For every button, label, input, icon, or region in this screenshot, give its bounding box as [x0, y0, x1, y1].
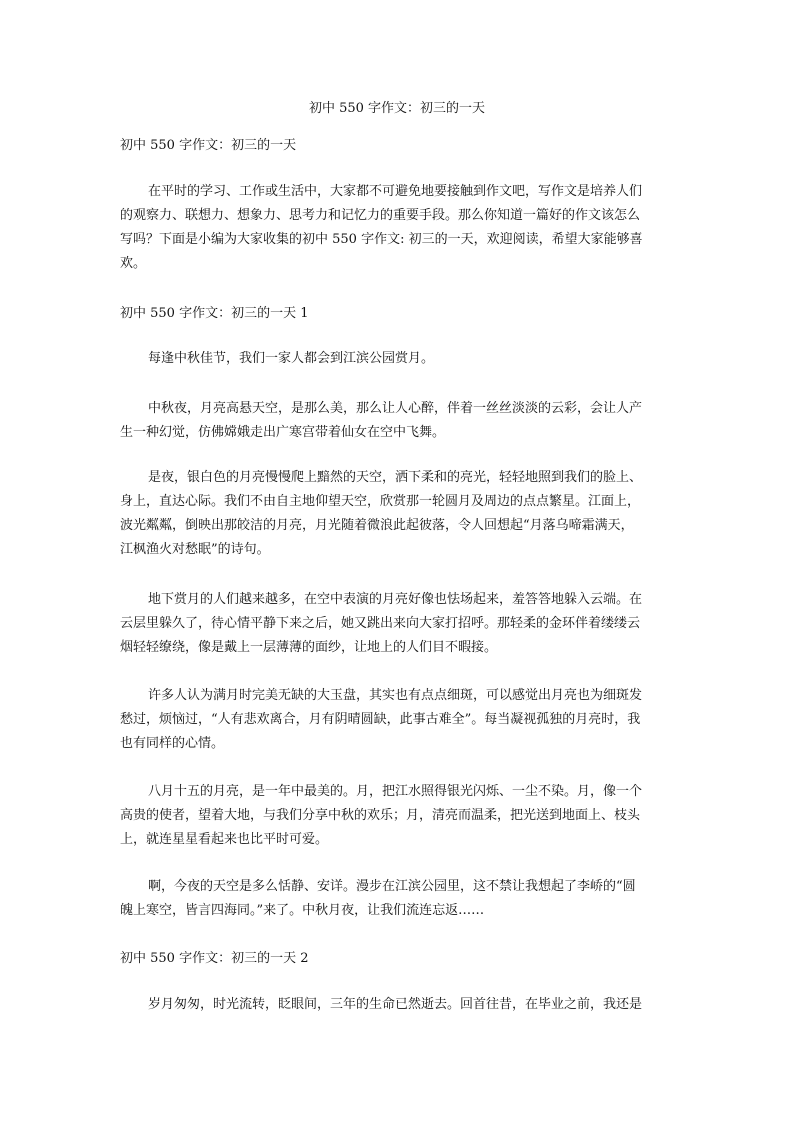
section-1-paragraph-7	[120, 875, 680, 923]
text-line: 许多人认为满月时完美无缺的大玉盘，其实也有点点细斑，可以感觉出月亮也为细斑发	[148, 688, 643, 703]
section-1-paragraph-1	[120, 347, 680, 371]
text-line: 啊，今夜的天空是多么恬静、安详。漫步在江滨公园里，这不禁让我想起了李峤的“圆	[148, 879, 636, 894]
section-2-heading: 初中 550 字作文：初三的一天 2	[120, 951, 309, 966]
section-1-paragraph-6	[120, 780, 680, 852]
text-line: 上，就连星星看起来也比平时可爱。	[120, 832, 329, 847]
section-1-paragraph-5	[120, 684, 680, 756]
text-line: 每逢中秋佳节，我们一家人都会到江滨公园赏月。	[148, 351, 435, 366]
text-line: 云层里躲久了，待心情平静下来之后，她又跳出来向大家打招呼。那轻柔的金环伴着缕缕云	[120, 616, 641, 631]
text-line: 波光粼粼，倒映出那皎洁的月亮，月光随着微浪此起彼落，令人回想起“月落乌啼霜满天，	[120, 518, 634, 533]
text-line: 地下赏月的人们越来越多，在空中表演的月亮好像也怯场起来，羞答答地躲入云端。在	[148, 592, 643, 607]
intro-paragraph	[120, 180, 680, 276]
text-line: 岁月匆匆，时光流转，眨眼间，三年的生命已然逝去。回首往昔，在毕业之前，我还是	[148, 997, 643, 1012]
text-line: 魄上寒空，皆言四海同。”来了。中秋月夜，让我们流连忘返……	[120, 903, 485, 918]
article-heading: 初中 550 字作文：初三的一天	[120, 138, 297, 153]
text-line: 的观察力、联想力、想象力、思考力和记忆力的重要手段。那么你知道一篇好的作文该怎么	[120, 208, 641, 223]
section-1-paragraph-4	[120, 588, 680, 660]
text-line: 江枫渔火对愁眠”的诗句。	[120, 542, 270, 557]
section-2-paragraph-1	[120, 993, 680, 1017]
section-1-paragraph-3	[120, 466, 680, 562]
text-line: 也有同样的心情。	[120, 736, 225, 751]
section-1-paragraph-2	[120, 397, 680, 445]
text-line: 烟轻轻缭绕，像是戴上一层薄薄的面纱，让地上的人们目不暇接。	[120, 640, 498, 655]
text-line: 高贵的使者，望着大地，与我们分享中秋的欢乐；月，清亮而温柔，把光送到地面上、枝头	[120, 808, 641, 823]
text-line: 写吗？下面是小编为大家收集的初中 550 字作文: 初三的一天，欢迎阅读，希望大家能够喜	[120, 232, 643, 247]
text-line: 在平时的学习、工作或生活中，大家都不可避免地要接触到作文吧，写作文是培养人们	[148, 184, 643, 199]
text-line: 是夜，银白色的月亮慢慢爬上黯然的天空，洒下柔和的亮光，轻轻地照到我们的脸上、	[148, 470, 643, 485]
text-line: 八月十五的月亮，是一年中最美的。月，把江水照得银光闪烁、一尘不染。月，像一个	[148, 784, 643, 799]
text-line: 欢。	[120, 256, 147, 271]
section-1-heading: 初中 550 字作文：初三的一天 1	[120, 306, 309, 321]
text-line: 身上，直达心际。我们不由自主地仰望天空，欣赏那一轮圆月及周边的点点繁星。江面上，	[120, 494, 641, 509]
text-line: 愁过，烦恼过，“人有悲欢离合，月有阴晴圆缺，此事古难全”。每当凝视孤独的月亮时，我	[120, 712, 641, 727]
document-title: 初中 550 字作文：初三的一天	[308, 101, 486, 116]
text-line: 中秋夜，月亮高悬天空，是那么美，那么让人心醉，伴着一丝丝淡淡的云彩，会让人产	[148, 401, 643, 416]
text-line: 生一种幻觉，仿佛嫦娥走出广寒宫带着仙女在空中飞舞。	[120, 425, 446, 440]
